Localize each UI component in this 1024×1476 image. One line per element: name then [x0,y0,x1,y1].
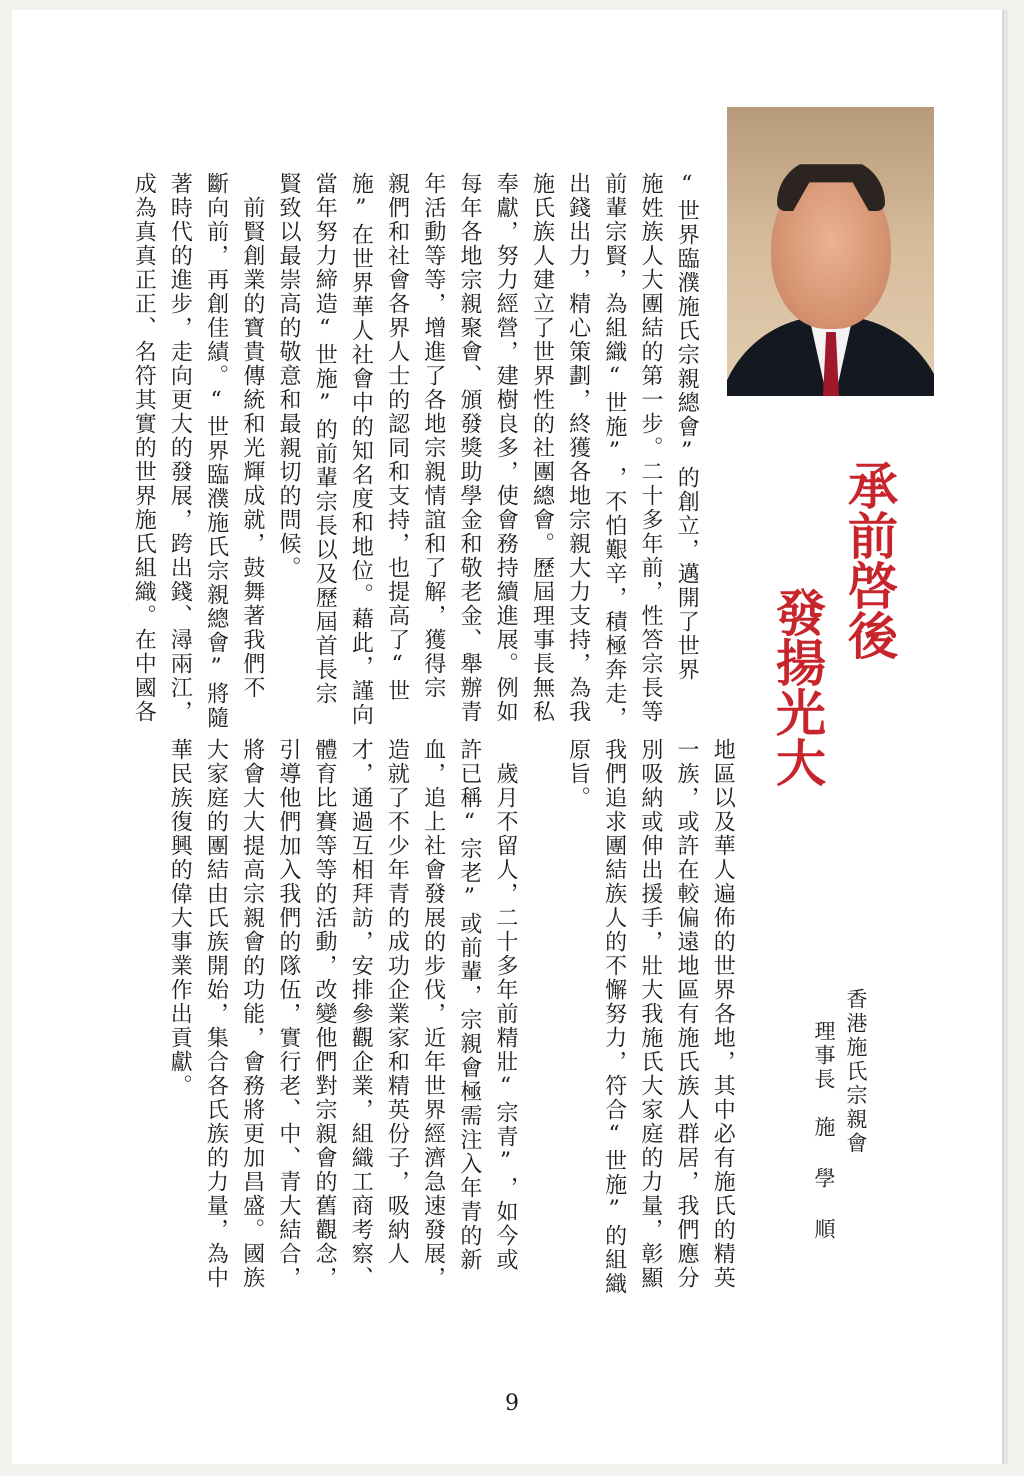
title-line-1: 承前啓後 [840,460,899,660]
article-body-bottom: 地區以及華人遍佈的世界各地，其中必有施氏的精英 一族，或許在較偏遠地區有施氏族人群居，我們應分 別吸納或伸出援手，壯大我施氏大家庭的力量，彰顯 我們追求團結族人的不懈努力，符合“世施”的組織 原旨。 歲月不留人，二十多年前精壯“宗青”，如今或 許已稱“宗老”或前輩，宗親會極需注入年青的新 血，追上社會發展的步伐，近年世界經濟急速發展， 造就了不少年青的成功企業家和精英份子，吸納人 才，通過互相拜訪，安排參觀企業，組織工商考察、 體育比賽等等的活動，改變他們對宗親會的舊觀念， 引導他們加入我們的隊伍，實行老、中、青大結合， 將會大大提高宗親會的功能，會務將更加昌盛。國族 大家庭的團結由氏族開始，集合各氏族的力量，為中 華民族復興的偉大事業作出貢獻。 [167,738,736,1296]
page-number: 9 [505,1391,519,1416]
signature-org: 香港施氏宗親會 [844,988,868,1156]
title-line-2: 發揚光大 [768,587,827,787]
author-photo [727,107,934,396]
article-body-top: “世界臨濮施氏宗親總會”的創立，邁開了世界 施姓族人大團結的第一步。二十多年前，性答宗長等 前輩宗賢，為組織“世施”，不怕艱辛，積極奔走， 出錢出力，精心策劃，終獲各地宗親大力支持，為我 施氏族人建立了世界性的社團總會。歷屆理事長無私 奉獻，努力經營，建樹良多，使會務持續進展。例如 每年各地宗親聚會、頒發獎助學金和敬老金、舉辦青 年活動等等，增進了各地宗親情誼和了解，獲得宗 親們和社會各界人士的認同和支持，也提高了“世 施”在世界華人社會中的知名度和地位。藉此，謹向 當年努力締造“世施”的前輩宗長以及歷屆首長宗 賢致以最崇高的敬意和最親切的問候。 前賢創業的寶貴傳統和光輝成就，鼓舞著我們不 斷向前，再創佳績。“世界臨濮施氏宗親總會”將隨 著時代的進步，走向更大的發展，跨出錢、潯兩江， 成為真真正正、名符其實的世界施氏組織。在中國各 [131,172,700,730]
signature-person: 理事長 施 學 順 [812,1020,836,1242]
